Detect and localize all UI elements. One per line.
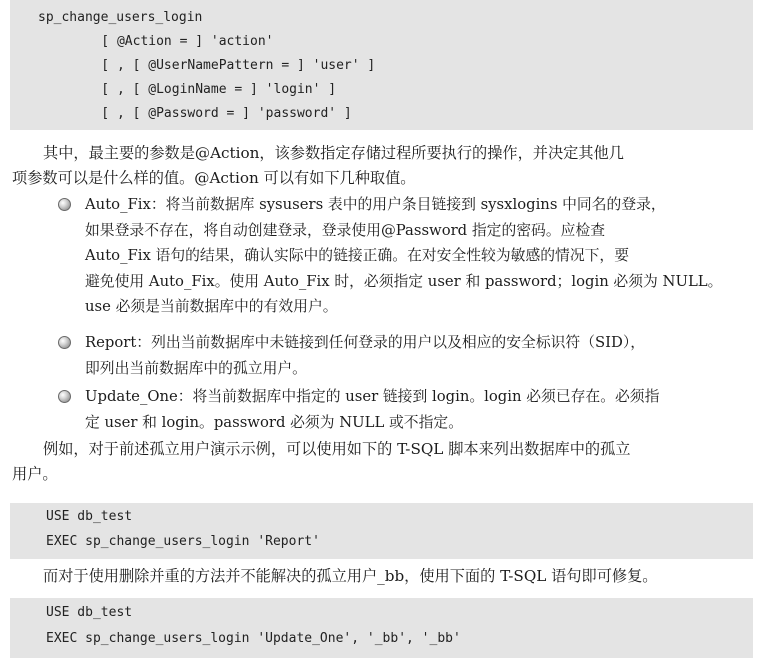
code-line: [ , [ @UserNamePattern = ] 'user' ] <box>70 58 376 73</box>
example-paragraph <box>12 437 757 487</box>
bullet-line: Update_One：将当前数据库中指定的 user 链接到 login。login 必须已存在。必须指 <box>85 388 660 405</box>
intro-paragraph <box>12 141 757 191</box>
bullet-line: 如果登录不存在，将自动创建登录，登录使用@Password 指定的密码。应检查 <box>85 221 606 239</box>
code-block-report <box>10 503 753 559</box>
bullet-line: Auto_Fix：将当前数据库 sysusers 表中的用户条目链接到 sysxlogins 中同名的登录， <box>85 196 666 213</box>
code-line: sp_change_users_login <box>38 10 203 25</box>
bullet-line: 定 user 和 login。password 必须为 NULL 或不指定。 <box>85 413 463 431</box>
code-line: USE db_test <box>46 509 133 524</box>
bullet-icon <box>58 198 71 211</box>
bullet-line: 即列出当前数据库中的孤立用户。 <box>85 359 307 377</box>
bullet-report <box>58 330 758 381</box>
paragraph-line: 项参数可以是什么样的值。@Action 可以有如下几种取值。 <box>12 169 416 187</box>
code-line: EXEC sp_change_users_login 'Update_One', '_bb', '_bb' <box>46 631 461 646</box>
bullet-icon <box>58 336 71 349</box>
code-line: [ , [ @LoginName = ] 'login' ] <box>70 82 337 97</box>
bullet-line: use 必须是当前数据库中的有效用户。 <box>85 298 338 315</box>
bullet-line: Report：列出当前数据库中未链接到任何登录的用户以及相应的安全标识符（SID）， <box>85 334 646 351</box>
bullet-line: 避免使用 Auto_Fix。使用 Auto_Fix 时，必须指定 user 和 password；login 必须为 NULL。 <box>85 272 723 290</box>
bullet-auto-fix <box>58 192 758 320</box>
code-block-syntax <box>10 0 753 130</box>
code-line: EXEC sp_change_users_login 'Report' <box>46 534 320 549</box>
repair-paragraph <box>12 564 757 589</box>
code-line: [ , [ @Password = ] 'password' ] <box>70 106 352 121</box>
bullet-icon <box>58 390 71 403</box>
paragraph-line: 其中，最主要的参数是@Action，该参数指定存储过程所要执行的操作，并决定其他几 <box>43 144 624 162</box>
bullet-update-one <box>58 384 758 435</box>
paragraph-line: 用户。 <box>12 465 58 483</box>
code-block-update-one <box>10 598 753 658</box>
code-line: USE db_test <box>46 605 133 620</box>
paragraph-line: 而对于使用删除并重的方法并不能解决的孤立用户_bb，使用下面的 T-SQL 语句即可修复。 <box>43 567 658 585</box>
paragraph-line: 例如，对于前述孤立用户演示示例，可以使用如下的 T-SQL 脚本来列出数据库中的孤立 <box>43 440 631 458</box>
code-line: [ @Action = ] 'action' <box>70 34 274 49</box>
bullet-line: Auto_Fix 语句的结果，确认实际中的链接正确。在对安全性较为敏感的情况下，要 <box>85 247 630 264</box>
